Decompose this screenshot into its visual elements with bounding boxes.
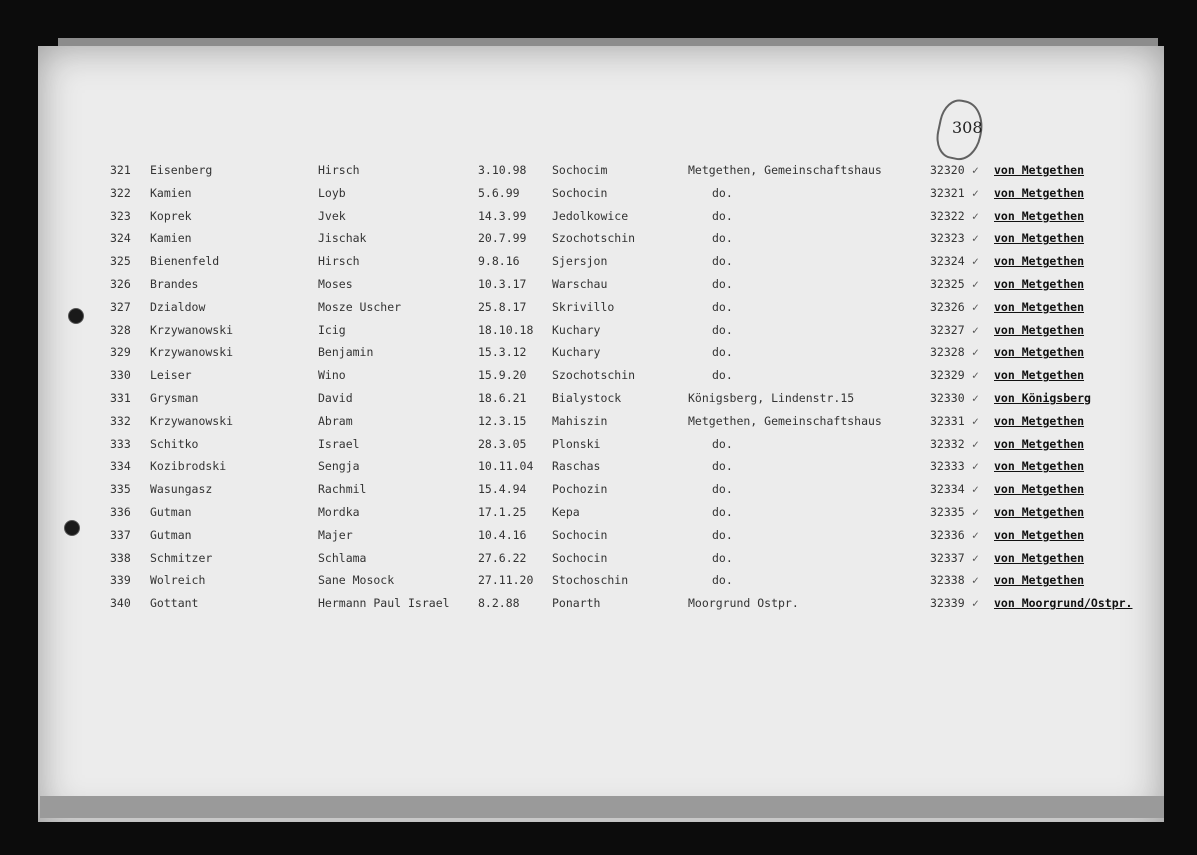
first-name: Mordka: [318, 505, 360, 519]
table-row: [0, 414, 1197, 434]
entry-number: 335: [110, 482, 131, 497]
origin: von Metgethen: [994, 368, 1085, 383]
address: do.: [712, 299, 733, 314]
surname: Grysman: [150, 391, 199, 405]
check-mark: ✓: [972, 208, 979, 223]
surname: Krzywanowski: [150, 413, 234, 428]
check-mark: ✓: [972, 345, 979, 360]
birth-date: 20.7.99: [478, 231, 527, 246]
first-name: David: [318, 391, 353, 405]
surname: Gottant: [150, 596, 199, 611]
entry-number: 329: [110, 345, 131, 360]
origin: von Moorgrund/Ostpr.: [994, 596, 1133, 611]
origin: von Metgethen: [994, 231, 1085, 246]
table-row: [0, 596, 1197, 616]
entry-number: 325: [110, 254, 131, 269]
origin: von Metgethen: [994, 254, 1085, 269]
address: do.: [712, 505, 733, 519]
birthplace: Pochozin: [552, 482, 608, 497]
origin: von Metgethen: [994, 459, 1085, 474]
check-mark: ✓: [972, 163, 979, 177]
check-mark: ✓: [972, 527, 979, 542]
birthplace: Raschas: [552, 459, 601, 474]
surname: Gutman: [150, 527, 192, 542]
prisoner-number: 32327: [930, 322, 965, 337]
table-row: [0, 345, 1197, 365]
birthplace: Szochotschin: [552, 368, 636, 383]
prisoner-number: 32339: [930, 596, 965, 611]
prisoner-number: 32330: [930, 391, 965, 405]
surname: Leiser: [150, 368, 192, 383]
prisoner-number: 32324: [930, 254, 965, 269]
birth-date: 10.4.16: [478, 527, 527, 542]
prisoner-number: 32326: [930, 299, 965, 314]
check-mark: ✓: [972, 391, 979, 405]
check-mark: ✓: [972, 596, 979, 611]
entry-number: 333: [110, 436, 131, 451]
table-row: [0, 437, 1197, 457]
prisoner-number: 32323: [930, 231, 965, 246]
address: do.: [712, 550, 733, 565]
check-mark: ✓: [972, 254, 979, 269]
birthplace: Skrivillo: [552, 299, 615, 314]
check-mark: ✓: [972, 231, 979, 246]
surname: Krzywanowski: [150, 322, 234, 337]
first-name: Jischak: [318, 231, 367, 246]
entry-number: 324: [110, 231, 131, 246]
origin: von Königsberg: [994, 391, 1091, 405]
first-name: Sengja: [318, 459, 360, 474]
entry-number: 339: [110, 573, 131, 588]
table-row: [0, 391, 1197, 411]
surname: Krzywanowski: [150, 345, 234, 360]
first-name: Hirsch: [318, 254, 360, 269]
address: do.: [712, 573, 733, 588]
birth-date: 17.1.25: [478, 505, 527, 519]
birthplace: Sochocin: [552, 527, 608, 542]
birthplace: Warschau: [552, 277, 608, 291]
address: do.: [712, 436, 733, 451]
entry-number: 330: [110, 368, 131, 383]
surname: Kamien: [150, 185, 192, 200]
surname: Wasungasz: [150, 482, 213, 497]
birth-date: 27.11.20: [478, 573, 534, 588]
check-mark: ✓: [972, 573, 979, 588]
check-mark: ✓: [972, 482, 979, 497]
origin: von Metgethen: [994, 299, 1085, 314]
origin: von Metgethen: [994, 573, 1085, 588]
birthplace: Sochocin: [552, 550, 608, 565]
surname: Schitko: [150, 436, 199, 451]
origin: von Metgethen: [994, 436, 1085, 451]
table-row: [0, 505, 1197, 525]
birthplace: Ponarth: [552, 596, 601, 611]
address: do.: [712, 254, 733, 269]
birth-date: 10.3.17: [478, 277, 527, 291]
check-mark: ✓: [972, 459, 979, 474]
check-mark: ✓: [972, 413, 979, 428]
surname: Bienenfeld: [150, 254, 220, 269]
birthplace: Sochocim: [552, 163, 608, 177]
prisoner-number: 32331: [930, 413, 965, 428]
first-name: Benjamin: [318, 345, 374, 360]
first-name: Hermann Paul Israel: [318, 596, 450, 611]
address: do.: [712, 185, 733, 200]
birth-date: 25.8.17: [478, 299, 527, 314]
address: Königsberg, Lindenstr.15: [688, 391, 855, 405]
birthplace: Bialystock: [552, 391, 622, 405]
origin: von Metgethen: [994, 550, 1085, 565]
address: do.: [712, 527, 733, 542]
address: do.: [712, 482, 733, 497]
entry-number: 337: [110, 527, 131, 542]
birth-date: 9.8.16: [478, 254, 520, 269]
birth-date: 14.3.99: [478, 208, 527, 223]
origin: von Metgethen: [994, 277, 1085, 291]
first-name: Jvek: [318, 208, 346, 223]
birthplace: Sjersjon: [552, 254, 608, 269]
entry-number: 331: [110, 391, 131, 405]
entry-number: 334: [110, 459, 131, 474]
origin: von Metgethen: [994, 208, 1085, 223]
address: Metgethen, Gemeinschaftshaus: [688, 163, 882, 177]
first-name: Sane Mosock: [318, 573, 395, 588]
prisoner-number: 32338: [930, 573, 965, 588]
table-row: [0, 482, 1197, 502]
table-row: [0, 163, 1197, 183]
birth-date: 15.3.12: [478, 345, 527, 360]
table-row: [0, 573, 1197, 593]
origin: von Metgethen: [994, 505, 1085, 519]
entry-number: 332: [110, 413, 131, 428]
first-name: Hirsch: [318, 163, 360, 177]
first-name: Wino: [318, 368, 346, 383]
surname: Gutman: [150, 505, 192, 519]
entry-number: 328: [110, 322, 131, 337]
table-row: [0, 323, 1197, 343]
entry-number: 336: [110, 505, 131, 519]
check-mark: ✓: [972, 550, 979, 565]
address: do.: [712, 368, 733, 383]
table-row: [0, 186, 1197, 206]
prisoner-number: 32334: [930, 482, 965, 497]
entry-number: 327: [110, 299, 131, 314]
first-name: Schlama: [318, 550, 367, 565]
first-name: Icig: [318, 322, 346, 337]
birthplace: Kuchary: [552, 345, 601, 360]
birth-date: 18.10.18: [478, 322, 534, 337]
table-row: [0, 368, 1197, 388]
address: do.: [712, 345, 733, 360]
birth-date: 12.3.15: [478, 413, 527, 428]
address: Metgethen, Gemeinschaftshaus: [688, 413, 882, 428]
birth-date: 3.10.98: [478, 163, 527, 177]
birthplace: Kuchary: [552, 322, 601, 337]
entry-number: 322: [110, 185, 131, 200]
entry-number: 321: [110, 163, 131, 177]
check-mark: ✓: [972, 322, 979, 337]
first-name: Israel: [318, 436, 360, 451]
table-row: [0, 528, 1197, 548]
birth-date: 28.3.05: [478, 436, 527, 451]
prisoner-number: 32328: [930, 345, 965, 360]
birthplace: Mahiszin: [552, 413, 608, 428]
origin: von Metgethen: [994, 413, 1085, 428]
surname: Koprek: [150, 208, 192, 223]
table-row: [0, 254, 1197, 274]
prisoner-number: 32337: [930, 550, 965, 565]
birth-date: 8.2.88: [478, 596, 520, 611]
check-mark: ✓: [972, 368, 979, 383]
birthplace: Stochoschin: [552, 573, 629, 588]
table-row: [0, 300, 1197, 320]
first-name: Abram: [318, 413, 353, 428]
surname: Eisenberg: [150, 163, 213, 177]
first-name: Mosze Uscher: [318, 299, 402, 314]
prisoner-number: 32322: [930, 208, 965, 223]
birthplace: Kepa: [552, 505, 580, 519]
prisoner-number: 32320: [930, 163, 965, 177]
prisoner-number: 32325: [930, 277, 965, 291]
check-mark: ✓: [972, 299, 979, 314]
address: do.: [712, 208, 733, 223]
origin: von Metgethen: [994, 322, 1085, 337]
check-mark: ✓: [972, 505, 979, 519]
address: do.: [712, 459, 733, 474]
surname: Schmitzer: [150, 550, 213, 565]
first-name: Moses: [318, 277, 353, 291]
table-row: [0, 231, 1197, 251]
address: do.: [712, 322, 733, 337]
origin: von Metgethen: [994, 482, 1085, 497]
prisoner-number: 32332: [930, 436, 965, 451]
table-row: [0, 551, 1197, 571]
birthplace: Sochocin: [552, 185, 608, 200]
birthplace: Jedolkowice: [552, 208, 629, 223]
origin: von Metgethen: [994, 345, 1085, 360]
address: Moorgrund Ostpr.: [688, 596, 799, 611]
birth-date: 15.4.94: [478, 482, 527, 497]
origin: von Metgethen: [994, 527, 1085, 542]
entry-number: 323: [110, 208, 131, 223]
birth-date: 10.11.04: [478, 459, 534, 474]
surname: Brandes: [150, 277, 199, 291]
paper-bottom-edge: [40, 796, 1164, 818]
check-mark: ✓: [972, 436, 979, 451]
table-row: [0, 277, 1197, 297]
first-name: Rachmil: [318, 482, 367, 497]
check-mark: ✓: [972, 277, 979, 291]
surname: Dzialdow: [150, 299, 206, 314]
first-name: Loyb: [318, 185, 346, 200]
surname: Wolreich: [150, 573, 206, 588]
birthplace: Szochotschin: [552, 231, 636, 246]
prisoner-number: 32321: [930, 185, 965, 200]
birth-date: 18.6.21: [478, 391, 527, 405]
table-row: [0, 459, 1197, 479]
page-number: 308: [952, 118, 983, 137]
birth-date: 27.6.22: [478, 550, 527, 565]
first-name: Majer: [318, 527, 353, 542]
birth-date: 5.6.99: [478, 185, 520, 200]
table-row: [0, 209, 1197, 229]
address: do.: [712, 277, 733, 291]
origin: von Metgethen: [994, 185, 1085, 200]
check-mark: ✓: [972, 185, 979, 200]
birthplace: Plonski: [552, 436, 601, 451]
entry-number: 338: [110, 550, 131, 565]
entry-number: 326: [110, 277, 131, 291]
address: do.: [712, 231, 733, 246]
origin: von Metgethen: [994, 163, 1085, 177]
prisoner-number: 32329: [930, 368, 965, 383]
surname: Kozibrodski: [150, 459, 227, 474]
entry-number: 340: [110, 596, 131, 611]
prisoner-number: 32333: [930, 459, 965, 474]
prisoner-number: 32336: [930, 527, 965, 542]
surname: Kamien: [150, 231, 192, 246]
prisoner-number: 32335: [930, 505, 965, 519]
birth-date: 15.9.20: [478, 368, 527, 383]
